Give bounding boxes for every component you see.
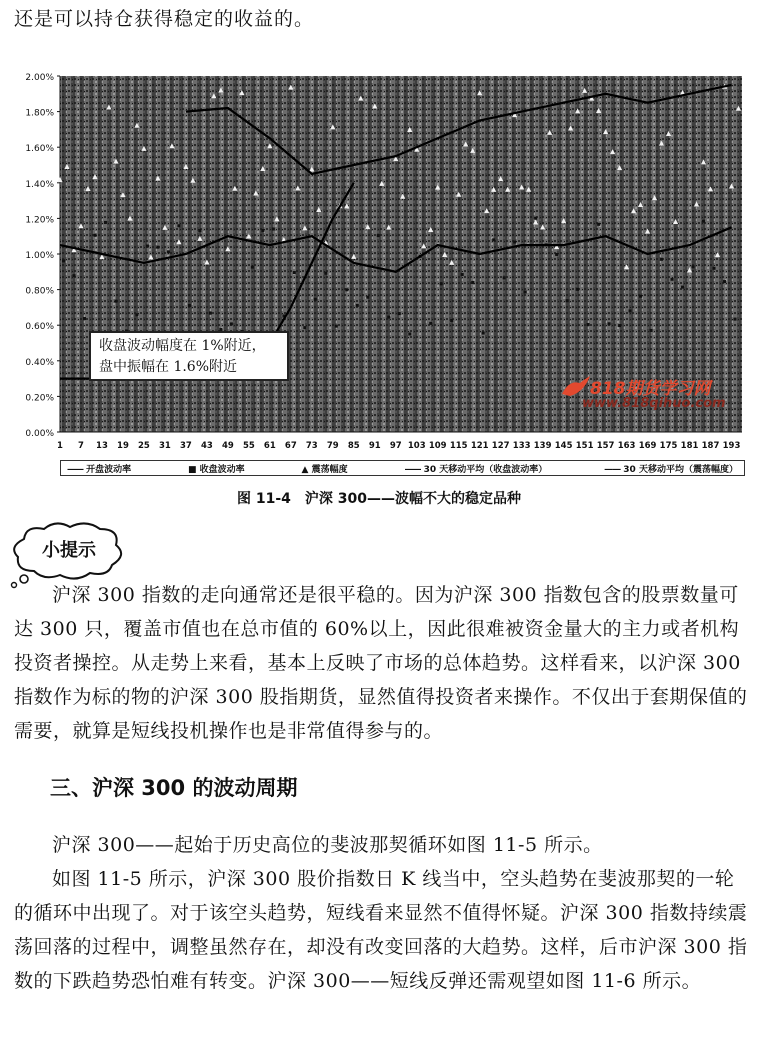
close-marker — [503, 276, 506, 279]
close-marker — [639, 295, 642, 298]
x-tick-label: 55 — [242, 441, 255, 451]
y-tick-label: 0.60% — [25, 322, 54, 333]
x-tick-label: 7 — [78, 441, 84, 451]
close-marker — [230, 322, 233, 325]
close-marker — [146, 244, 149, 247]
close-marker — [671, 278, 674, 281]
x-tick-label: 1 — [57, 441, 63, 451]
close-marker — [608, 322, 611, 325]
close-marker — [335, 325, 338, 328]
close-marker — [303, 326, 306, 329]
close-marker — [440, 282, 443, 285]
x-tick-label: 151 — [575, 441, 594, 451]
close-marker — [587, 323, 590, 326]
x-tick-label: 85 — [347, 441, 360, 451]
x-tick-label: 43 — [200, 441, 213, 451]
chart-legend — [60, 460, 745, 476]
close-marker — [324, 272, 327, 275]
close-marker — [366, 296, 369, 299]
close-marker — [492, 238, 495, 241]
close-marker — [629, 309, 632, 312]
close-marker — [713, 267, 716, 270]
chart-svg — [8, 66, 750, 486]
close-marker — [177, 224, 180, 227]
close-marker — [314, 298, 317, 301]
section-heading: 三、沪深 300 的波动周期 — [50, 776, 298, 800]
close-marker — [471, 281, 474, 284]
close-marker — [681, 286, 684, 289]
y-tick-label: 1.80% — [25, 108, 54, 119]
close-marker — [251, 266, 254, 269]
close-marker — [660, 258, 663, 261]
y-tick-label: 0.80% — [25, 286, 54, 297]
x-tick-label: 97 — [389, 441, 402, 451]
y-tick-label: 2.00% — [25, 73, 54, 83]
close-marker — [377, 234, 380, 237]
x-tick-label: 67 — [284, 441, 297, 451]
close-marker — [209, 312, 212, 315]
close-marker — [114, 300, 117, 303]
close-marker — [555, 253, 558, 256]
x-tick-label: 79 — [326, 441, 339, 451]
legend-item-open: —— 开盘波动率 — [67, 464, 132, 475]
flame-icon — [560, 374, 594, 398]
x-tick-label: 169 — [638, 441, 657, 451]
watermark-logo — [560, 374, 726, 414]
close-marker — [198, 229, 201, 232]
annotation-line-1: 收盘波动幅度在 1%附近， — [99, 338, 266, 354]
watermark-brand: 818期货学习网 — [590, 379, 711, 399]
y-tick-label: 0.40% — [25, 357, 54, 368]
x-tick-label: 181 — [680, 441, 699, 451]
close-marker — [62, 259, 65, 262]
y-tick-label: 1.60% — [25, 144, 54, 155]
x-tick-label: 25 — [138, 441, 150, 451]
close-marker — [293, 271, 296, 274]
x-tick-label: 127 — [491, 441, 510, 451]
close-marker — [524, 291, 527, 294]
close-marker — [618, 324, 621, 327]
close-marker — [702, 220, 705, 223]
close-marker — [135, 313, 138, 316]
annotation-line-2: 盘中振幅在 1.6%附近 — [99, 359, 238, 375]
x-tick-label: 49 — [221, 441, 234, 451]
watermark-url: www.818qihuo.com — [582, 396, 726, 411]
x-tick-label: 91 — [368, 441, 381, 451]
x-tick-label: 121 — [470, 441, 489, 451]
close-marker — [692, 265, 695, 268]
x-tick-label: 37 — [179, 441, 192, 451]
legend-item-ma-range: —— 30 天移动平均（震荡幅度） — [604, 464, 738, 475]
x-tick-label: 133 — [512, 441, 531, 451]
close-marker — [387, 316, 390, 319]
close-marker — [156, 246, 159, 249]
x-tick-label: 193 — [722, 441, 741, 451]
x-tick-label: 163 — [617, 441, 636, 451]
x-tick-label: 187 — [701, 441, 720, 451]
close-marker — [723, 280, 726, 283]
close-marker — [93, 234, 96, 237]
close-marker — [345, 288, 348, 291]
close-marker — [482, 332, 485, 335]
close-marker — [72, 274, 75, 277]
close-marker — [429, 322, 432, 325]
paragraph-1: 沪深 300——起始于历史高位的斐波那契循环如图 11-5 所示。 — [52, 834, 603, 856]
close-marker — [83, 317, 86, 320]
x-tick-label: 73 — [305, 441, 318, 451]
x-tick-label: 139 — [533, 441, 552, 451]
close-marker — [398, 312, 401, 315]
paragraph-2: 如图 11-5 所示，沪深 300 股价指数日 K 线当中，空头趋势在斐波那契的一轮的循环中出现了。对于该空头趋势，短线看来显然不值得怀疑。沪深 300 指数持续震荡回落的过程中，调整虽然存在，却没有改变回落的大趋势。这样，后市沪深 300 指数的下跌趋势恐怕难有转变。沪深 300——短线反弹还需观望如图 11-6 所示。 — [14, 868, 748, 992]
close-marker — [461, 273, 464, 276]
close-marker — [104, 221, 107, 224]
x-tick-label: 157 — [596, 441, 615, 451]
legend-item-ma-close: —— 30 天移动平均（收盘波动率） — [404, 464, 548, 475]
x-tick-label: 109 — [428, 441, 447, 451]
x-tick-label: 61 — [263, 441, 276, 451]
legend-item-range: ▲ 震荡幅度 — [301, 464, 348, 475]
close-marker — [261, 229, 264, 232]
tip-paragraph: 沪深 300 指数的走向通常还是很平稳的。因为沪深 300 指数包含的股票数量可达 300 只，覆盖市值也在总市值的 60%以上，因此很难被资金量大的主力或者机构投资者操控。从走势上来看，基本上反映了市场的总体趋势。这样看来，以沪深 300 指数作为标的物的沪深 300 股指期货，显然值得投资者来操作。不仅出于套期保值的需要，就算是短线投机操作也是非常值得参与的。 — [14, 584, 748, 742]
close-marker — [534, 217, 537, 220]
top-text-line: 还是可以持仓获得稳定的收益的。 — [14, 8, 315, 30]
close-marker — [356, 304, 359, 307]
x-tick-label: 175 — [659, 441, 678, 451]
close-marker — [408, 332, 411, 335]
close-marker — [167, 250, 170, 253]
close-marker — [188, 304, 191, 307]
close-marker — [597, 223, 600, 226]
figure-caption: 图 11-4 沪深 300——波幅不大的稳定品种 — [236, 491, 521, 507]
x-tick-label: 31 — [159, 441, 171, 451]
close-marker — [650, 329, 653, 332]
close-marker — [734, 318, 737, 321]
close-marker — [513, 241, 516, 244]
x-tick-label: 103 — [407, 441, 426, 451]
close-marker — [272, 228, 275, 231]
y-tick-label: 1.20% — [25, 215, 54, 226]
tip-label: 小提示 — [42, 540, 96, 561]
y-tick-label: 1.40% — [25, 179, 54, 190]
x-tick-label: 115 — [449, 441, 468, 451]
chart-annotation — [89, 331, 289, 381]
close-marker — [576, 288, 579, 291]
legend-item-close: ■ 收盘波动率 — [188, 464, 245, 475]
x-tick-label: 19 — [117, 441, 129, 451]
y-tick-label: 0.00% — [25, 429, 54, 439]
y-tick-label: 0.20% — [25, 393, 54, 404]
y-tick-label: 1.00% — [25, 251, 54, 261]
volatility-chart — [8, 66, 750, 486]
close-marker — [450, 319, 453, 322]
x-tick-label: 145 — [554, 441, 573, 451]
close-marker — [566, 299, 569, 302]
x-tick-label: 13 — [96, 441, 108, 451]
